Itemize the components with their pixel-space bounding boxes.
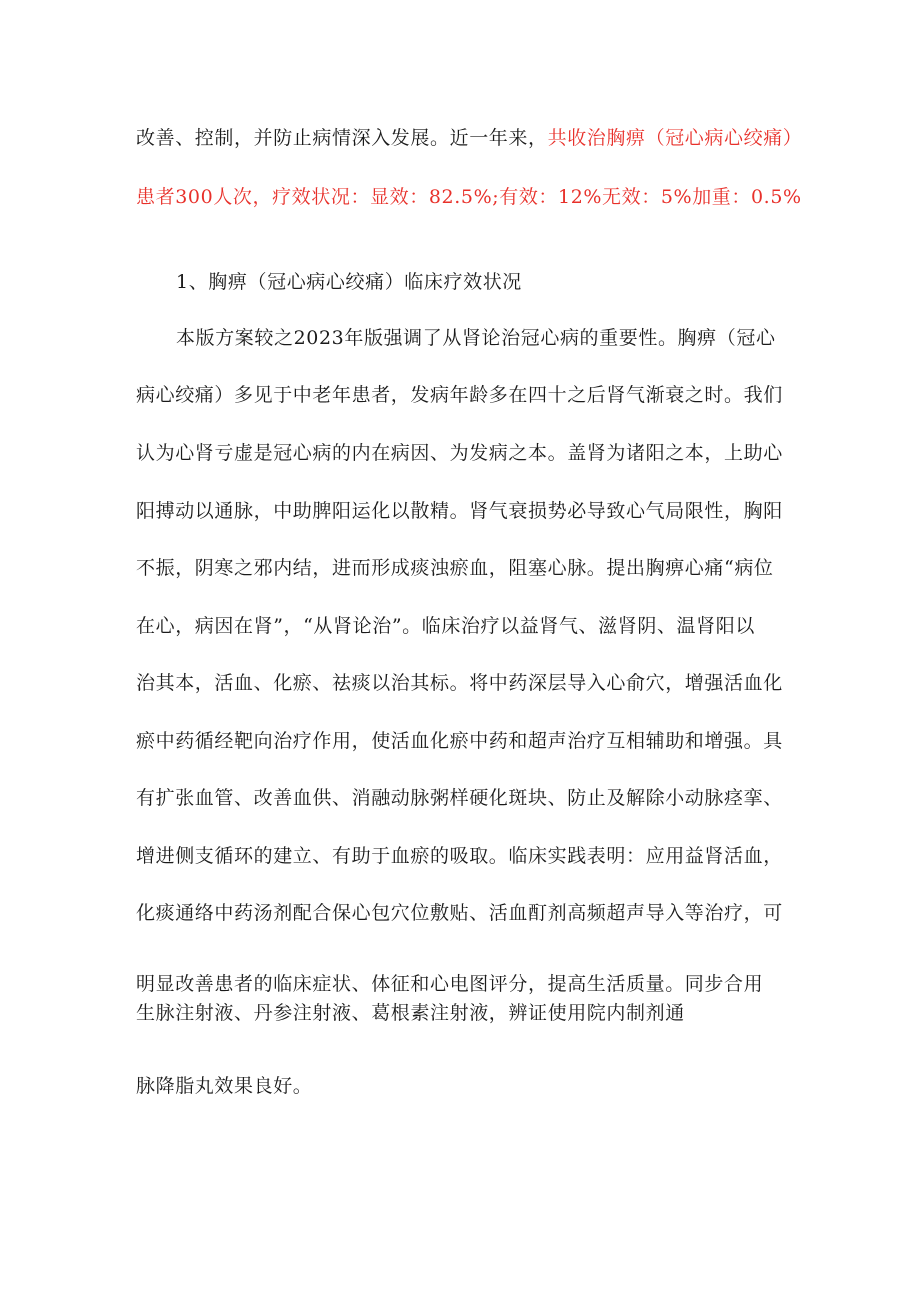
body-line: 认为心肾亏虚是冠心病的内在病因、为发病之本。盖肾为诸阳之本，上助心 — [136, 442, 783, 464]
body-line: 瘀中药循经靶向治疗作用，使活血化瘀中药和超声治疗互相辅助和增强。具 — [136, 730, 783, 752]
body-line: 脉降脂丸效果良好。 — [136, 1075, 313, 1097]
body-line: 明显改善患者的临床症状、体征和心电图评分，提高生活质量。同步合用 — [136, 973, 764, 995]
intro-text-red: 共收治胸痹（冠心病心绞痛） — [547, 127, 803, 149]
body-line: 化痰通络中药汤剂配合保心包穴位敷贴、活血酊剂高频超声导入等治疗，可 — [136, 902, 783, 924]
body-line: 有扩张血管、改善血供、消融动脉粥样硬化斑块、防止及解除小动脉痉挛、 — [136, 787, 783, 809]
section-heading: 1、胸痹（冠心病心绞痛）临床疗效状况 — [176, 271, 522, 293]
body-line: 不振，阴寒之邪内结，进而形成痰浊瘀血，阻塞心脉。提出胸痹心痛“病位 — [136, 557, 774, 579]
body-line: 在心，病因在肾”，“从肾论治”。临床治疗以益肾气、滋肾阴、温肾阳以 — [136, 615, 755, 637]
body-line: 治其本，活血、化瘀、祛痰以治其标。将中药深层导入心俞穴，增强活血化 — [136, 672, 783, 694]
body-line: 阳搏动以通脉，中助脾阳运化以散精。肾气衰损势必导致心气局限性，胸阳 — [136, 500, 783, 522]
body-line: 生脉注射液、丹参注射液、葛根素注射液，辨证使用院内制剂通 — [136, 1002, 685, 1024]
intro-line-1 — [136, 126, 802, 150]
intro-text-black: 改善、控制，并防止病情深入发展。近一年来， — [136, 127, 548, 149]
body-line: 本版方案较之2023年版强调了从肾论治冠心病的重要性。胸痹（冠心 — [176, 327, 776, 349]
body-line: 增进侧支循环的建立、有助于血瘀的吸取。临床实践表明：应用益肾活血， — [136, 845, 783, 867]
intro-line-2: 患者300人次，疗效状况：显效：82.5%;有效：12%无效：5%加重：0.5% — [136, 186, 802, 208]
body-line: 病心绞痛）多见于中老年患者，发病年龄多在四十之后肾气渐衰之时。我们 — [136, 384, 783, 406]
